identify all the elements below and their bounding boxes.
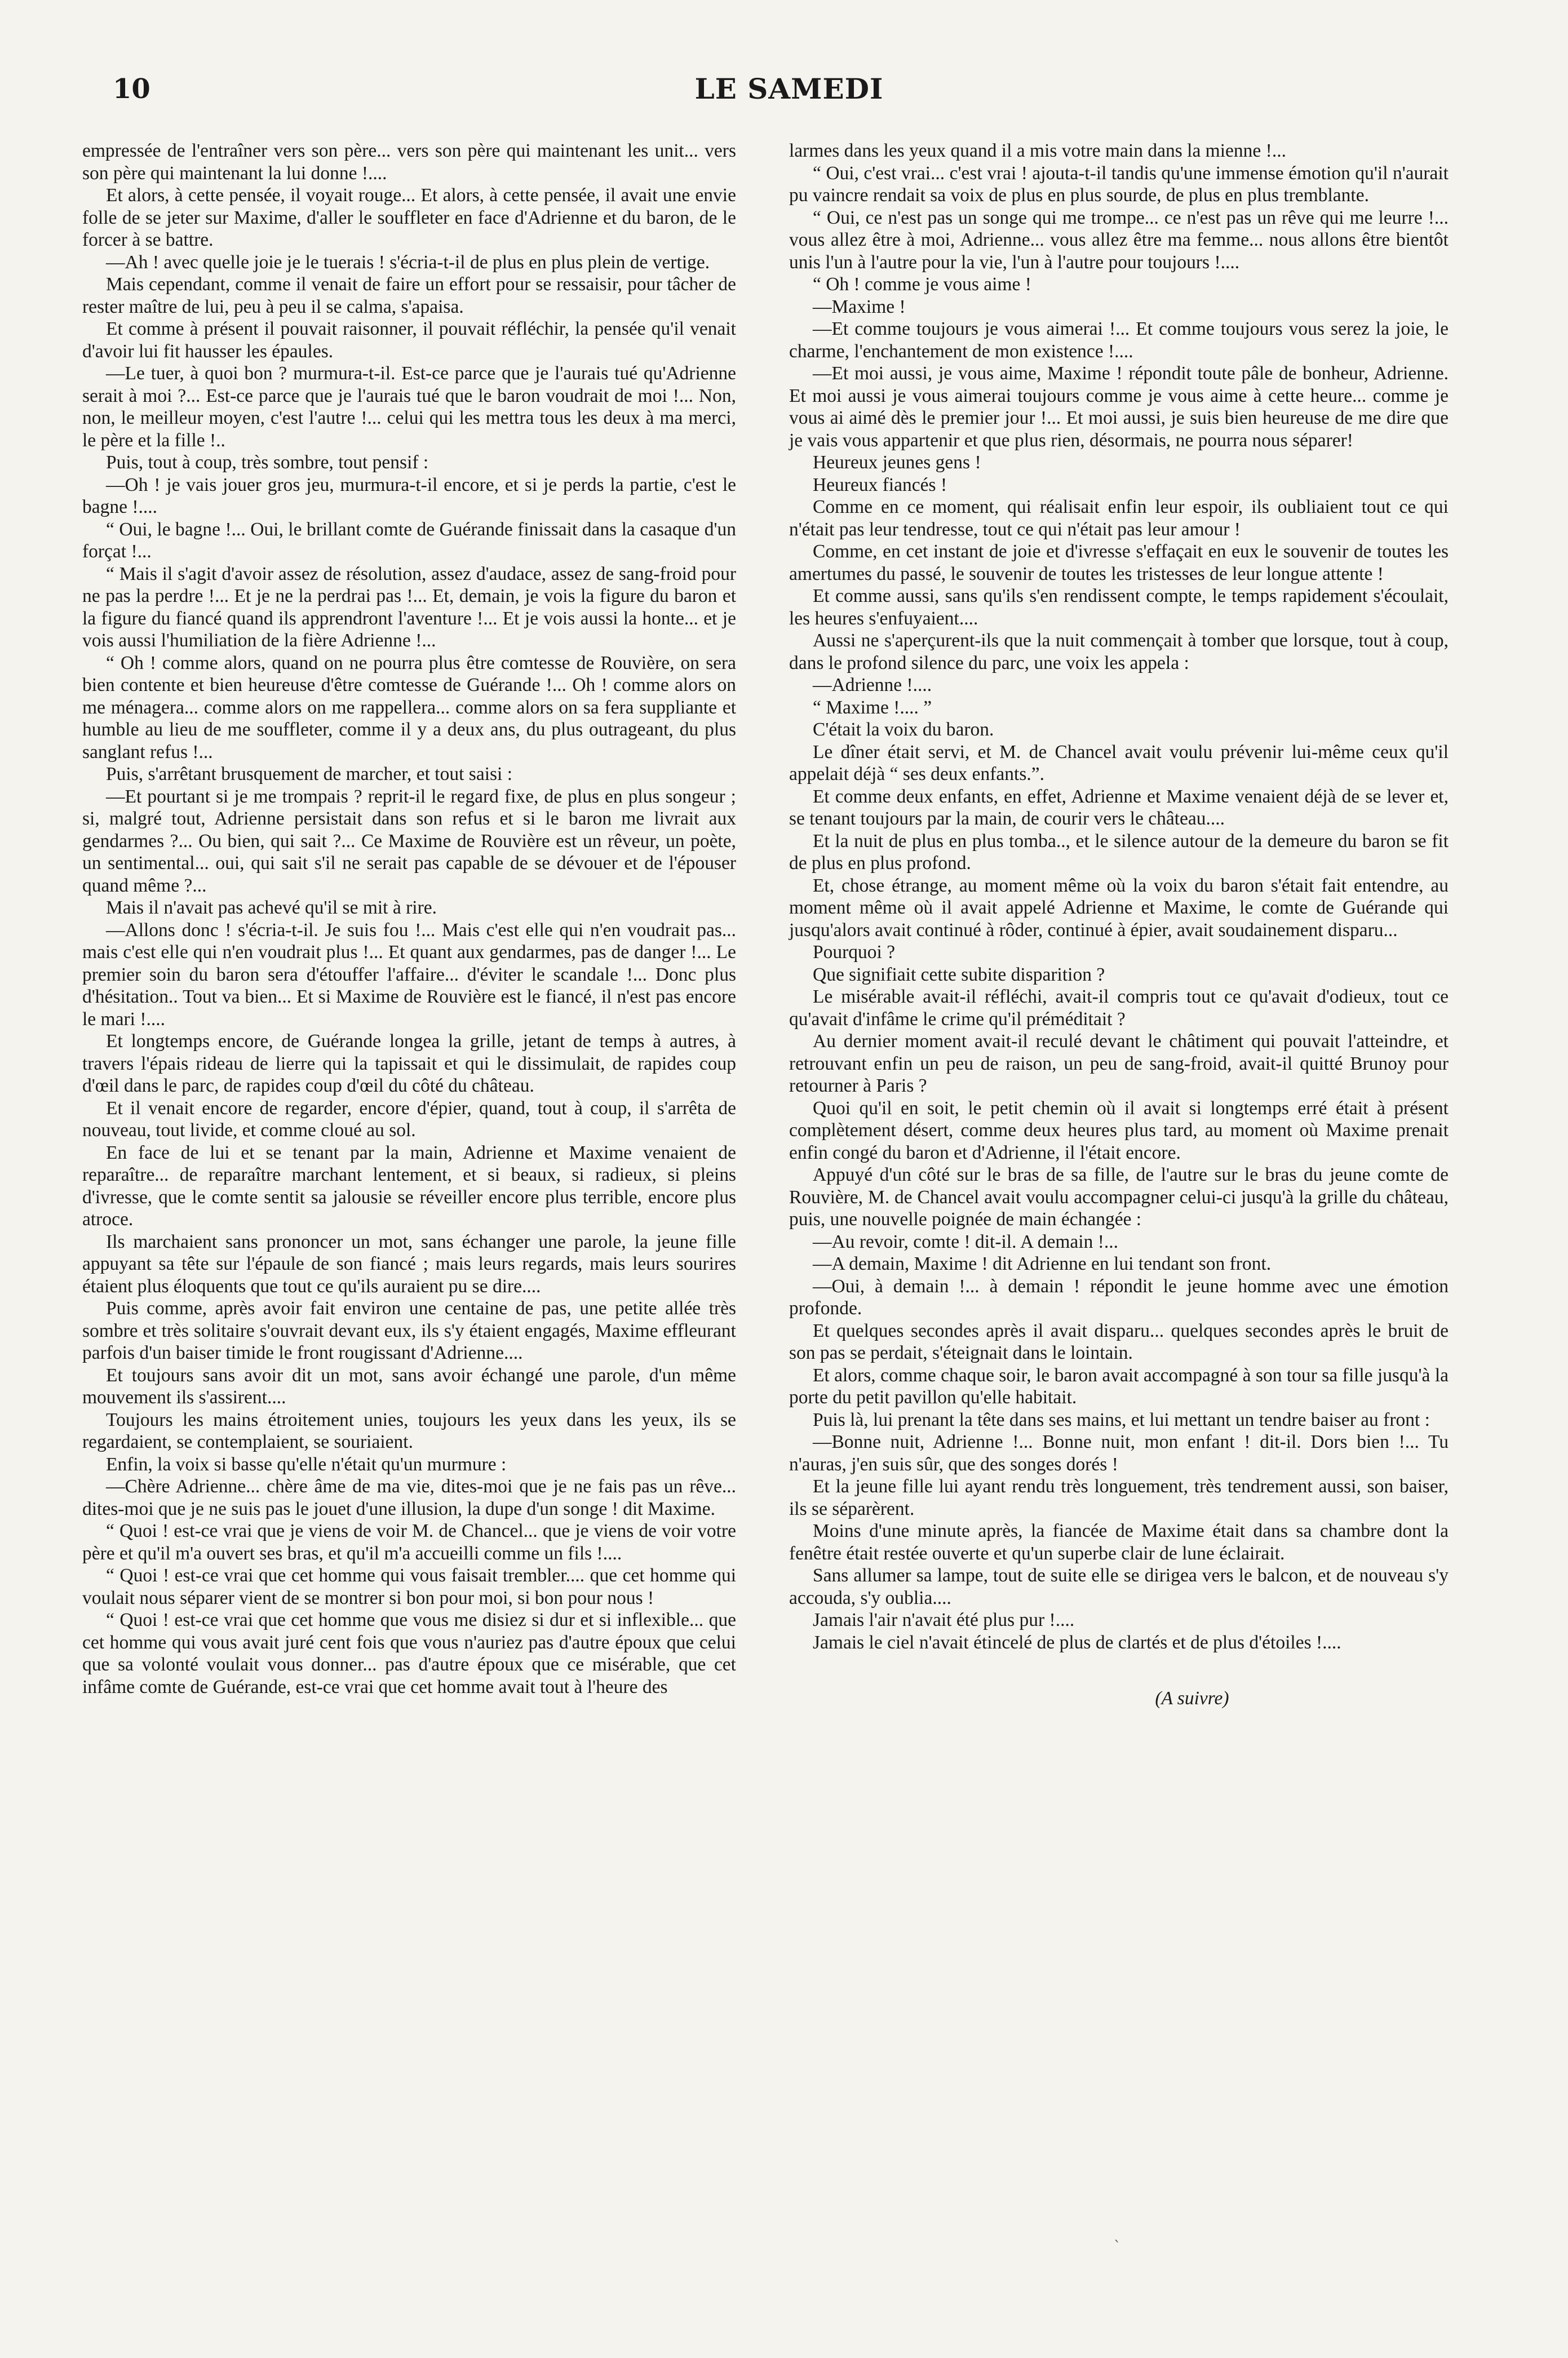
paragraph: Enfin, la voix si basse qu'elle n'était qu'un murmure : [106,1453,507,1475]
paragraph: “ Quoi ! est-ce vrai que cet homme que vous me disiez si dur et si inflexible... que cet homme qui vous avait juré cent fois que vous n'auriez pas d'autre époux que celui que sa volonté voulait vous donner... pas d'autre époux que ce misérable, que cet infâme comte de Guérande, est-ce vrai que cet homme avait tout à l'heure des [82,1610,736,1697]
paragraph: Aussi ne s'aperçurent-ils que la nuit commençait à tomber que lorsque, tout à coup, dans le profond silence du parc, une voix les appela : [789,630,1449,673]
paragraph: Ils marchaient sans prononcer un mot, sans échanger une parole, la jeune fille appuyant sa tête sur l'épaule de son fiancé ; mais leurs regards, mais leurs sourires étaient plus éloquents que tout ce qu'ils auraient pu se dire.... [82,1231,736,1297]
paragraph: Puis, tout à coup, très sombre, tout pensif : [106,452,429,473]
paragraph: empressée de l'entraîner vers son père... vers son père qui maintenant les unit... vers son père qui maintenant la lui donne !.... [82,140,736,184]
paragraph: Jamais le ciel n'avait étincelé de plus de clartés et de plus d'étoiles !.... [813,1632,1341,1653]
paragraph: “ Maxime !.... ” [813,697,932,718]
paragraph: Quoi qu'il en soit, le petit chemin où il avait si longtemps erré était à présent complètement désert, comme deux heures plus tard, au moment où Maxime prenait enfin congé du baron et d'Adrienne, il l'était encore. [789,1097,1449,1163]
paragraph: Et longtemps encore, de Guérande longea la grille, jetant de temps à autres, à travers l'épais rideau de lierre qui la tapissait et qui le dissimulait, de rapides coup d'œil dans le parc, de rapides coup d'œil du côté du château. [82,1031,736,1096]
paragraph: —Allons donc ! s'écria-t-il. Je suis fou !... Mais c'est elle qui n'en voudrait pas... mais c'est elle qui n'en voudrait plus !... Et quant aux gendarmes, pas de danger !... Le premier soin du baron sera d'étouffer l'affaire... d'éviter le scandale !... Donc plus d'hésitation.. Tout va bien... Et si Maxime de Rouvière est le fiancé, il n'est pas encore le mari !.... [82,919,736,1030]
paragraph: Et comme deux enfants, en effet, Adrienne et Maxime venaient déjà de se lever et, se tenant toujours par la main, de courir vers le château.... [789,786,1449,829]
paragraph: —Adrienne !.... [813,675,932,695]
paragraph: “ Quoi ! est-ce vrai que je viens de voir M. de Chancel... que je viens de voir votre père et qu'il m'a ouvert ses bras, et qu'il m'a accueilli comme un fils !.... [82,1521,736,1564]
paragraph: —Et moi aussi, je vous aime, Maxime ! répondit toute pâle de bonheur, Adrienne. Et moi aussi je vous aimerai toujours comme je vous aime à cette heure... comme je vous ai aimé dès le premier jour !... Et moi aussi, je suis bien heureuse de me dire que je vais vous appartenir et que plus rien, désormais, ne pourra nous séparer! [789,363,1449,451]
paragraph: —Le tuer, à quoi bon ? murmura-t-il. Est-ce parce que je l'aurais tué qu'Adrienne serait à moi ?... Est-ce parce que je l'aurais tué que le baron voudrait de moi !... Non, non, le meilleur moyen, c'est l'autre !... celui qui les mettra tous les deux à ma merci, le père et la fille !.. [82,363,736,451]
paragraph: Comme en ce moment, qui réalisait enfin leur espoir, ils oubliaient tout ce qui n'était pas leur tendresse, tout ce qui n'était pas leur amour ! [789,497,1449,540]
paragraph: “ Oui, ce n'est pas un songe qui me trompe... ce n'est pas un rêve qui me leurre !... vous allez être à moi, Adrienne... vous allez être ma femme... nous allons être bientôt unis l'un à l'autre pour la vie, l'un à l'autre pour toujours !.... [789,207,1449,273]
stray-mark: ˋ [1114,2239,1121,2255]
paragraph: Pourquoi ? [813,942,896,963]
paragraph: Et comme à présent il pouvait raisonner, il pouvait réfléchir, la pensée qu'il venait d'avoir lui fit hausser les épaules. [82,318,736,362]
to-be-continued-note: (A suivre) [1155,1688,1229,1709]
paragraph: Sans allumer sa lampe, tout de suite elle se dirigea vers le balcon, et de nouveau s'y accouda, s'y oublia.... [789,1565,1449,1608]
paragraph: —Maxime ! [813,296,906,317]
paragraph: larmes dans les yeux quand il a mis votre main dans la mienne !... [789,140,1286,161]
paragraph: Mais il n'avait pas achevé qu'il se mit à rire. [106,897,437,918]
paragraph: —Chère Adrienne... chère âme de ma vie, dites-moi que je ne fais pas un rêve... dites-moi que je ne suis pas le jouet d'une illusion, la dupe d'un songe ! dit Maxime. [82,1476,736,1519]
paragraph: —Et comme toujours je vous aimerai !... Et comme toujours vous serez la joie, le charme, l'enchantement de mon existence !.... [789,318,1449,362]
paragraph: Puis, s'arrêtant brusquement de marcher, et tout saisi : [106,764,513,784]
paragraph: Mais cependant, comme il venait de faire un effort pour se ressaisir, pour tâcher de rester maître de lui, peu à peu il se calma, s'apaisa. [82,274,736,317]
paragraph: Et la jeune fille lui ayant rendu très longuement, très tendrement aussi, son baiser, ils se séparèrent. [789,1476,1449,1519]
paragraph: Et toujours sans avoir dit un mot, sans avoir échangé une parole, d'un même mouvement ils s'assirent.... [82,1364,736,1408]
page-title: LE SAMEDI [694,72,884,105]
paragraph: Et alors, à cette pensée, il voyait rouge... Et alors, à cette pensée, il avait une envie folle de se jeter sur Maxime, d'aller le souffleter en face d'Adrienne et du baron, de le forcer à se battre. [82,185,736,250]
paragraph: Jamais l'air n'avait été plus pur !.... [813,1610,1075,1630]
paragraph: Que signifiait cette subite disparition ? [813,964,1105,985]
paragraph: Au dernier moment avait-il reculé devant le châtiment qui pouvait l'atteindre, et retrouvant enfin un peu de raison, un peu de sang-froid, avait-il quitté Brunoy pour retourner à Paris ? [789,1031,1449,1096]
paragraph: En face de lui et se tenant par la main, Adrienne et Maxime venaient de reparaître... de reparaître marchant lentement, et si beaux, si radieux, si pleins d'ivresse, que le comte sentit sa jalousie se réveiller encore plus terrible, encore plus atroce. [82,1142,736,1230]
paragraph: Puis là, lui prenant la tête dans ses mains, et lui mettant un tendre baiser au front : [813,1409,1430,1430]
paragraph: “ Oui, c'est vrai... c'est vrai ! ajouta-t-il tandis qu'une immense émotion qu'il n'aurait pu vaincre rendait sa voix de plus en plus sourde, de plus en plus tremblante. [789,162,1449,206]
page-number: 10 [113,73,150,105]
paragraph: “ Quoi ! est-ce vrai que cet homme qui vous faisait trembler.... que cet homme qui voulait nous séparer vient de se montrer si bon pour moi, si bon pour nous ! [82,1565,736,1608]
paragraph: —A demain, Maxime ! dit Adrienne en lui tendant son front. [813,1253,1272,1274]
paragraph: —Oui, à demain !... à demain ! répondit le jeune homme avec une émotion profonde. [789,1275,1449,1319]
right-column [789,140,1449,1710]
paragraph: —Bonne nuit, Adrienne !... Bonne nuit, mon enfant ! dit-il. Dors bien !... Tu n'auras, j'en suis sûr, que des songes dorés ! [789,1431,1449,1475]
paragraph: Heureux fiancés ! [813,474,947,495]
paragraph: “ Oui, le bagne !... Oui, le brillant comte de Guérande finissait dans la casaque d'un forçat !... [82,518,736,562]
paragraph: —Et pourtant si je me trompais ? reprit-il le regard fixe, de plus en plus songeur ; si, malgré tout, Adrienne persistait dans son refus et si le baron me livrait aux gendarmes ?... Ou bien, qui sait ?... Ce Maxime de Rouvière est un rêveur, un poète, un sentimental... oui, qui sait s'il ne serait pas capable de se dévouer et de l'épouser quand même ?... [82,786,736,896]
paragraph: Le dîner était servi, et M. de Chancel avait voulu prévenir lui-même ceux qu'il appelait déjà “ ses deux enfants.”. [789,741,1449,784]
paragraph: Et il venait encore de regarder, encore d'épier, quand, tout à coup, il s'arrêta de nouveau, tout livide, et comme cloué au sol. [82,1097,736,1141]
paragraph: “ Oh ! comme alors, quand on ne pourra plus être comtesse de Rouvière, on sera bien contente et bien heureuse d'être comtesse de Guérande !... Oh ! comme alors on me ménagera... comme alors on me rappellera... comme alors on sa fera suppliante et humble au lieu de me souffleter, comme il y a deux ans, du plus outrageant, du plus sanglant refus !... [82,652,736,763]
paragraph: Comme, en cet instant de joie et d'ivresse s'effaçait en eux le souvenir de toutes les amertumes du passé, le souvenir de toutes les tristesses de leur longue attente ! [789,541,1449,584]
paragraph: Et, chose étrange, au moment même où la voix du baron s'était fait entendre, au moment même où il avait appelé Adrienne et Maxime, le comte de Guérande qui jusqu'alors avait continué à rôder, continué à épier, avait soudainement disparu... [789,875,1449,941]
paragraph: Toujours les mains étroitement unies, toujours les yeux dans les yeux, ils se regardaient, se contemplaient, se souriaient. [82,1409,736,1452]
paragraph: —Ah ! avec quelle joie je le tuerais ! s'écria-t-il de plus en plus plein de vertige. [106,251,710,273]
paragraph: Et alors, comme chaque soir, le baron avait accompagné à son tour sa fille jusqu'à la porte du petit pavillon qu'elle habitait. [789,1364,1449,1408]
page-header [113,72,1465,112]
paragraph: “ Oh ! comme je vous aime ! [813,274,1031,295]
paragraph: Puis comme, après avoir fait environ une centaine de pas, une petite allée très sombre et très solitaire s'ouvrait devant eux, ils s'y étaient engagés, Maxime effleurant parfois d'un baiser timide le front rougissant d'Adrienne.... [82,1298,736,1363]
paragraph: —Au revoir, comte ! dit-il. A demain !... [813,1231,1118,1252]
paragraph: Et comme aussi, sans qu'ils s'en rendissent compte, le temps rapidement s'écoulait, les heures s'enfuyaient.... [789,586,1449,629]
paragraph: Et la nuit de plus en plus tomba.., et le silence autour de la demeure du baron se fit de plus en plus profond. [789,830,1449,874]
paragraph: Appuyé d'un côté sur le bras de sa fille, de l'autre sur le bras du jeune comte de Rouvière, M. de Chancel avait voulu accompagner celui-ci jusqu'à la grille du château, puis, une nouvelle poignée de main échangée : [789,1164,1449,1230]
paragraph: Et quelques secondes après il avait disparu... quelques secondes après le bruit de son pas se perdait, s'éteignait dans le lointain. [789,1320,1449,1363]
paragraph: Moins d'une minute après, la fiancée de Maxime était dans sa chambre dont la fenêtre était restée ouverte et qu'un superbe clair de lune éclairait. [789,1521,1449,1564]
paragraph: —Oh ! je vais jouer gros jeu, murmura-t-il encore, et si je perds la partie, c'est le bagne !.... [82,474,736,517]
left-column [82,140,736,1698]
paragraph: Le misérable avait-il réfléchi, avait-il compris tout ce qu'avait d'odieux, tout ce qu'avait d'infâme le crime qu'il préméditait ? [789,986,1449,1030]
paragraph: “ Mais il s'agit d'avoir assez de résolution, assez d'audace, assez de sang-froid pour ne pas la perdre !... Et je ne la perdrai pas !... Et, demain, je vois la figure du baron et la figure du fiancé quand ils apprendront l'aventure !... Et je vois aussi la honte... et je vois aussi l'humiliation de la fière Adrienne !... [82,563,736,651]
paragraph: Heureux jeunes gens ! [813,452,981,473]
paragraph: C'était la voix du baron. [813,719,994,740]
